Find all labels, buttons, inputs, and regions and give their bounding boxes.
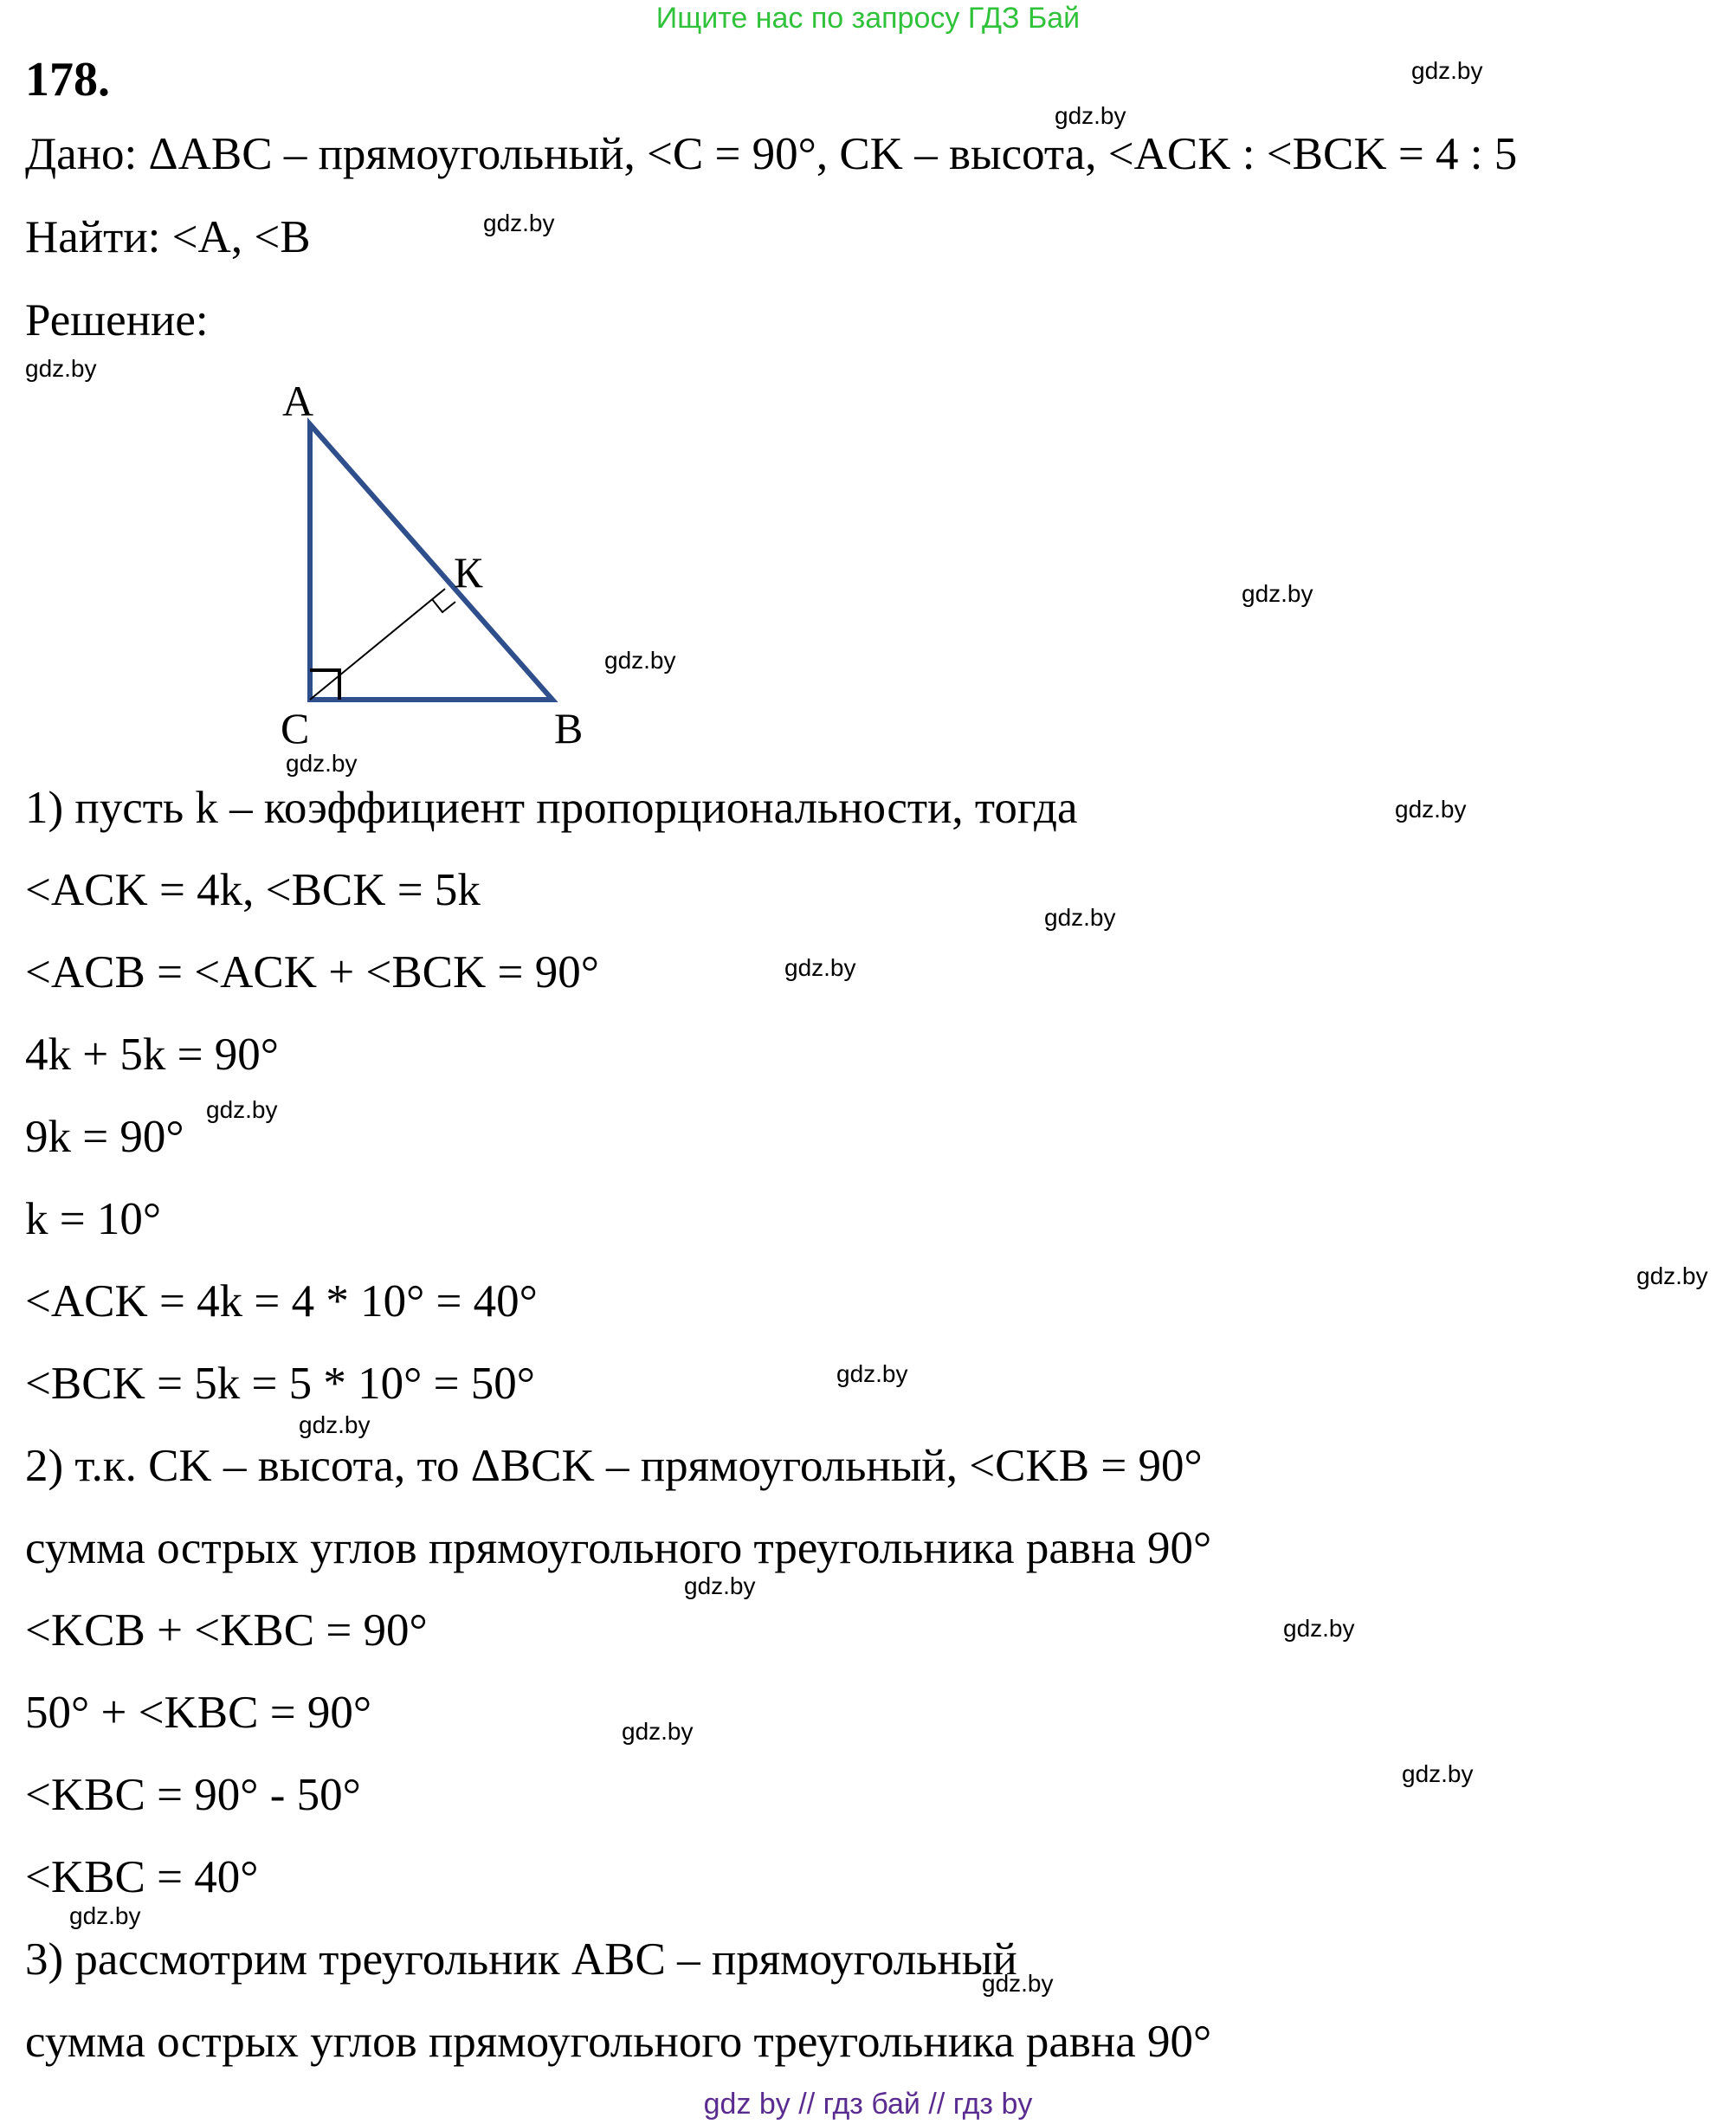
step-line: 3) рассмотрим треугольник ABC – прямоугольный bbox=[25, 1934, 1017, 1985]
step-line: сумма острых углов прямоугольного треугольника равна 90° bbox=[25, 1523, 1212, 1573]
watermark: gdz.by bbox=[982, 1970, 1054, 1997]
footer: gdz by // гдз бай // гдз by bbox=[703, 2088, 1033, 2121]
watermark: gdz.by bbox=[784, 954, 856, 981]
right-angle-mark-k bbox=[432, 599, 455, 612]
step-line: <KBC = 90° - 50° bbox=[25, 1770, 361, 1820]
watermark: gdz.by bbox=[684, 1572, 756, 1599]
watermark: gdz.by bbox=[206, 1096, 278, 1123]
watermark: gdz.by bbox=[1055, 102, 1126, 129]
step-line: <KCB + <KBC = 90° bbox=[25, 1605, 428, 1656]
step-line: <ACK = 4k, <BCK = 5k bbox=[25, 865, 481, 915]
top-banner: Ищите нас по запросу ГДЗ Бай bbox=[655, 2, 1081, 35]
watermark: gdz.by bbox=[1242, 580, 1313, 607]
step-line: <ACK = 4k = 4 * 10° = 40° bbox=[25, 1276, 538, 1327]
watermark: gdz.by bbox=[1411, 57, 1483, 84]
watermark: gdz.by bbox=[836, 1360, 908, 1387]
step-line: 1) пусть k – коэффициент пропорциональности, тогда bbox=[25, 783, 1078, 833]
watermark: gdz.by bbox=[299, 1411, 371, 1438]
watermark: gdz.by bbox=[69, 1902, 141, 1929]
watermark: gdz.by bbox=[1402, 1760, 1474, 1787]
watermark: gdz.by bbox=[1044, 904, 1116, 931]
watermark: gdz.by bbox=[1636, 1262, 1708, 1289]
altitude-ck bbox=[310, 589, 445, 700]
given-line: Дано: ΔABC – прямоугольный, <C = 90°, CK – высота, <ACK : <BCK = 4 : 5 bbox=[25, 129, 1518, 179]
watermark: gdz.by bbox=[25, 355, 97, 382]
solution-label: Решение: bbox=[25, 295, 209, 345]
step-line: 50° + <KBC = 90° bbox=[25, 1688, 372, 1738]
watermark: gdz.by bbox=[286, 750, 358, 777]
step-line: сумма острых углов прямоугольного треугольника равна 90° bbox=[25, 2017, 1212, 2067]
step-line: <KBC = 40° bbox=[25, 1852, 259, 1902]
triangle-abc bbox=[310, 424, 552, 700]
watermark: gdz.by bbox=[604, 647, 676, 674]
step-line: <ACB = <ACK + <BCK = 90° bbox=[25, 947, 599, 997]
step-line: 9k = 90° bbox=[25, 1112, 184, 1162]
step-line: 2) т.к. CK – высота, то ΔBCK – прямоугольный, <CKB = 90° bbox=[25, 1441, 1203, 1491]
watermark: gdz.by bbox=[1283, 1615, 1355, 1642]
step-line: <BCK = 5k = 5 * 10° = 50° bbox=[25, 1359, 535, 1409]
point-label-b: B bbox=[554, 704, 584, 752]
point-label-k: К bbox=[454, 548, 483, 597]
point-label-c: C bbox=[281, 704, 310, 752]
step-line: k = 10° bbox=[25, 1194, 162, 1244]
watermark: gdz.by bbox=[622, 1718, 694, 1745]
triangle-diagram bbox=[260, 372, 623, 771]
watermark: gdz.by bbox=[483, 210, 555, 236]
watermark: gdz.by bbox=[1395, 796, 1467, 823]
problem-number: 178. bbox=[25, 53, 110, 107]
point-label-a: A bbox=[282, 377, 314, 425]
step-line: 4k + 5k = 90° bbox=[25, 1030, 279, 1080]
find-line: Найти: <A, <B bbox=[25, 212, 311, 262]
